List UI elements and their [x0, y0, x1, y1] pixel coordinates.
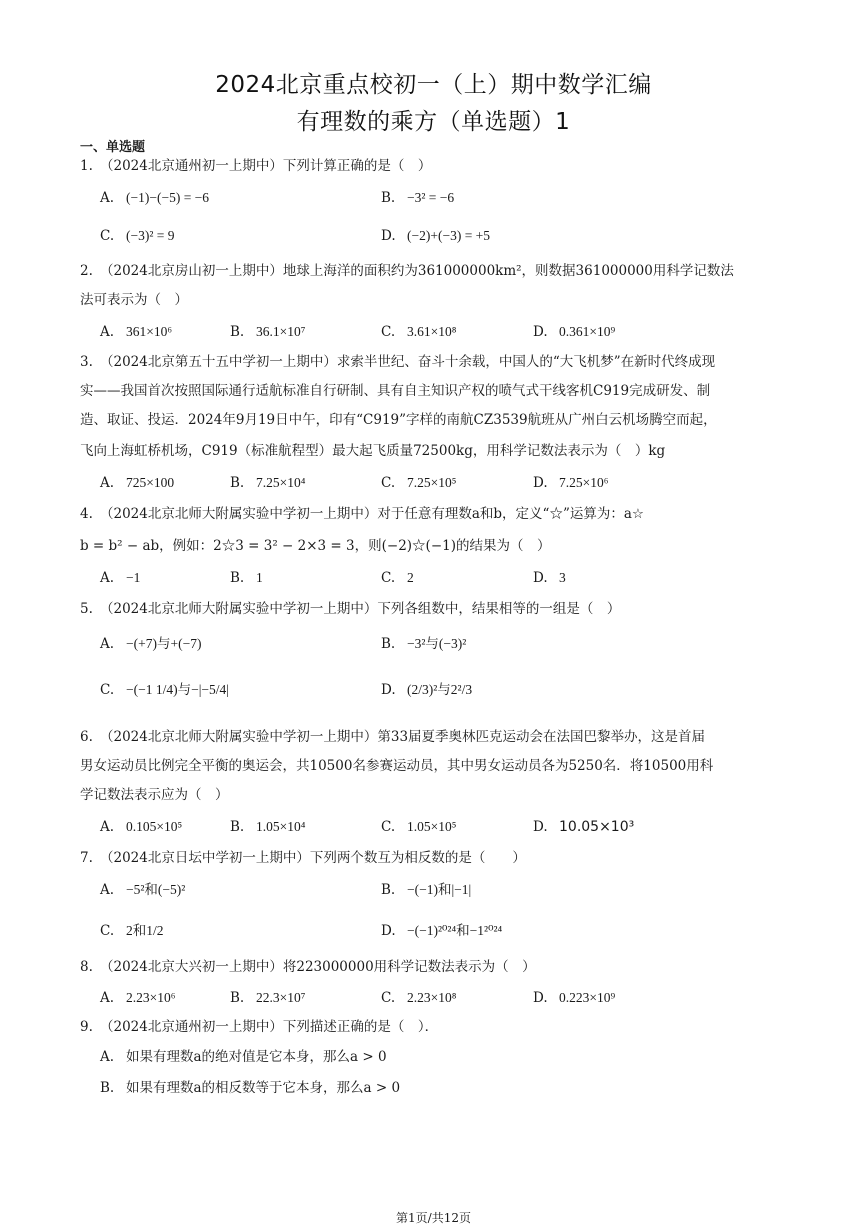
- question-6-option-a: A. 0.105×10⁵: [100, 819, 183, 835]
- question-2-option-d: D. 0.361×10⁹: [533, 324, 616, 340]
- question-5-option-c: C. −(−1 1/4)与−|−5/4|: [100, 682, 229, 698]
- question-8-option-d: D. 0.223×10⁹: [533, 990, 616, 1006]
- question-4-option-d: D. 3: [533, 570, 566, 586]
- question-3-stem-line-4: 飞向上海虹桥机场，C919（标准航程型）最大起飞质量72500kg，用科学记数法表示为（ ）kg: [80, 443, 666, 459]
- question-4-option-a: A. −1: [100, 570, 141, 586]
- question-2-option-a: A. 361×10⁶: [100, 324, 173, 340]
- question-9-option-b: B. 如果有理数a的相反数等于它本身，那么a > 0: [100, 1080, 401, 1096]
- question-5-option-a: A. −(+7)与+(−7): [100, 636, 202, 652]
- question-3-option-d: D. 7.25×10⁶: [533, 475, 609, 491]
- question-7-option-b: B. −(−1)和|−1|: [381, 882, 472, 898]
- question-8-option-c: C. 2.23×10⁸: [381, 990, 457, 1006]
- question-4-stem-line-1: 4. （2024北京北师大附属实验中学初一上期中）对于任意有理数a和b，定义“☆”运算为：a☆: [80, 506, 645, 522]
- question-1-stem: 1. （2024北京通州初一上期中）下列计算正确的是（ ）: [80, 158, 432, 174]
- question-8-option-b: B. 22.3×10⁷: [230, 990, 306, 1006]
- question-2-option-c: C. 3.61×10⁸: [381, 324, 457, 340]
- question-1-option-a: A. (−1)−(−5) = −6: [100, 190, 210, 206]
- question-9-stem: 9. （2024北京通州初一上期中）下列描述正确的是（ ）．: [80, 1019, 439, 1035]
- page-title: 2024北京重点校初一（上）期中数学汇编: [215, 72, 652, 98]
- section-heading: 一、单选题: [80, 140, 146, 155]
- question-3-stem-line-3: 造、取证、投运．2024年9月19日中午，印有“C919”字样的南航CZ3539航班从广州白云机场腾空而起，: [80, 412, 717, 428]
- question-8-stem: 8. （2024北京大兴初一上期中）将223000000用科学记数法表示为（ ）: [80, 959, 536, 975]
- question-4-option-c: C. 2: [381, 570, 414, 586]
- page-subtitle: 有理数的乘方（单选题）1: [296, 109, 571, 135]
- question-7-option-d: D. −(−1)²⁰²⁴和−1²⁰²⁴: [381, 923, 503, 939]
- question-6-stem-line-3: 学记数法表示应为（ ）: [80, 787, 229, 803]
- question-2-stem-line-2: 法可表示为（ ）: [80, 292, 188, 308]
- question-4-stem-line-2: b = b² − ab，例如：2☆3 = 3² − 2×3 = 3，则(−2)☆(−1)的结果为（ ）: [80, 538, 551, 554]
- question-4-option-b: B. 1: [230, 570, 263, 586]
- page-number-footer: 第1页/共12页: [396, 1211, 471, 1225]
- question-5-stem: 5. （2024北京北师大附属实验中学初一上期中）下列各组数中，结果相等的一组是（ ）: [80, 601, 621, 617]
- question-7-option-c: C. 2和1/2: [100, 923, 164, 939]
- question-6-stem-line-1: 6. （2024北京北师大附属实验中学初一上期中）第33届夏季奥林匹克运动会在法国巴黎举办，这是首届: [80, 729, 706, 745]
- question-7-stem: 7. （2024北京日坛中学初一上期中）下列两个数互为相反数的是（ ）: [80, 850, 526, 866]
- question-7-option-a: A. −5²和(−5)²: [100, 882, 186, 898]
- question-6-option-c: C. 1.05×10⁵: [381, 819, 457, 835]
- question-1-option-b: B. −3² = −6: [381, 190, 455, 206]
- question-5-option-d: D. (2/3)²与2²/3: [381, 682, 473, 698]
- question-2-stem-line-1: 2. （2024北京房山初一上期中）地球上海洋的面积约为361000000km²，则数据361000000用科学记数法: [80, 263, 734, 279]
- question-6-option-d: D. 10.05×10³: [533, 819, 635, 835]
- question-3-option-b: B. 7.25×10⁴: [230, 475, 306, 491]
- question-1-option-d: D. (−2)+(−3) = +5: [381, 228, 491, 244]
- question-3-stem-line-2: 实——我国首次按照国际通行适航标准自行研制、具有自主知识产权的喷气式干线客机C919完成研发、制: [80, 383, 711, 399]
- question-3-option-a: A. 725×100: [100, 475, 175, 491]
- question-8-option-a: A. 2.23×10⁶: [100, 990, 176, 1006]
- question-3-stem-line-1: 3. （2024北京第五十五中学初一上期中）求索半世纪、奋斗十余载，中国人的“大飞机梦”在新时代终成现: [80, 354, 716, 370]
- question-9-option-a: A. 如果有理数a的绝对值是它本身，那么a > 0: [100, 1049, 387, 1065]
- question-1-option-c: C. (−3)² = 9: [100, 228, 175, 244]
- question-6-option-b: B. 1.05×10⁴: [230, 819, 306, 835]
- question-3-option-c: C. 7.25×10⁵: [381, 475, 457, 491]
- question-6-stem-line-2: 男女运动员比例完全平衡的奥运会，共10500名参赛运动员，其中男女运动员各为5250名．将10500用科: [80, 758, 714, 774]
- question-5-option-b: B. −3²与(−3)²: [381, 636, 467, 652]
- question-2-option-b: B. 36.1×10⁷: [230, 324, 306, 340]
